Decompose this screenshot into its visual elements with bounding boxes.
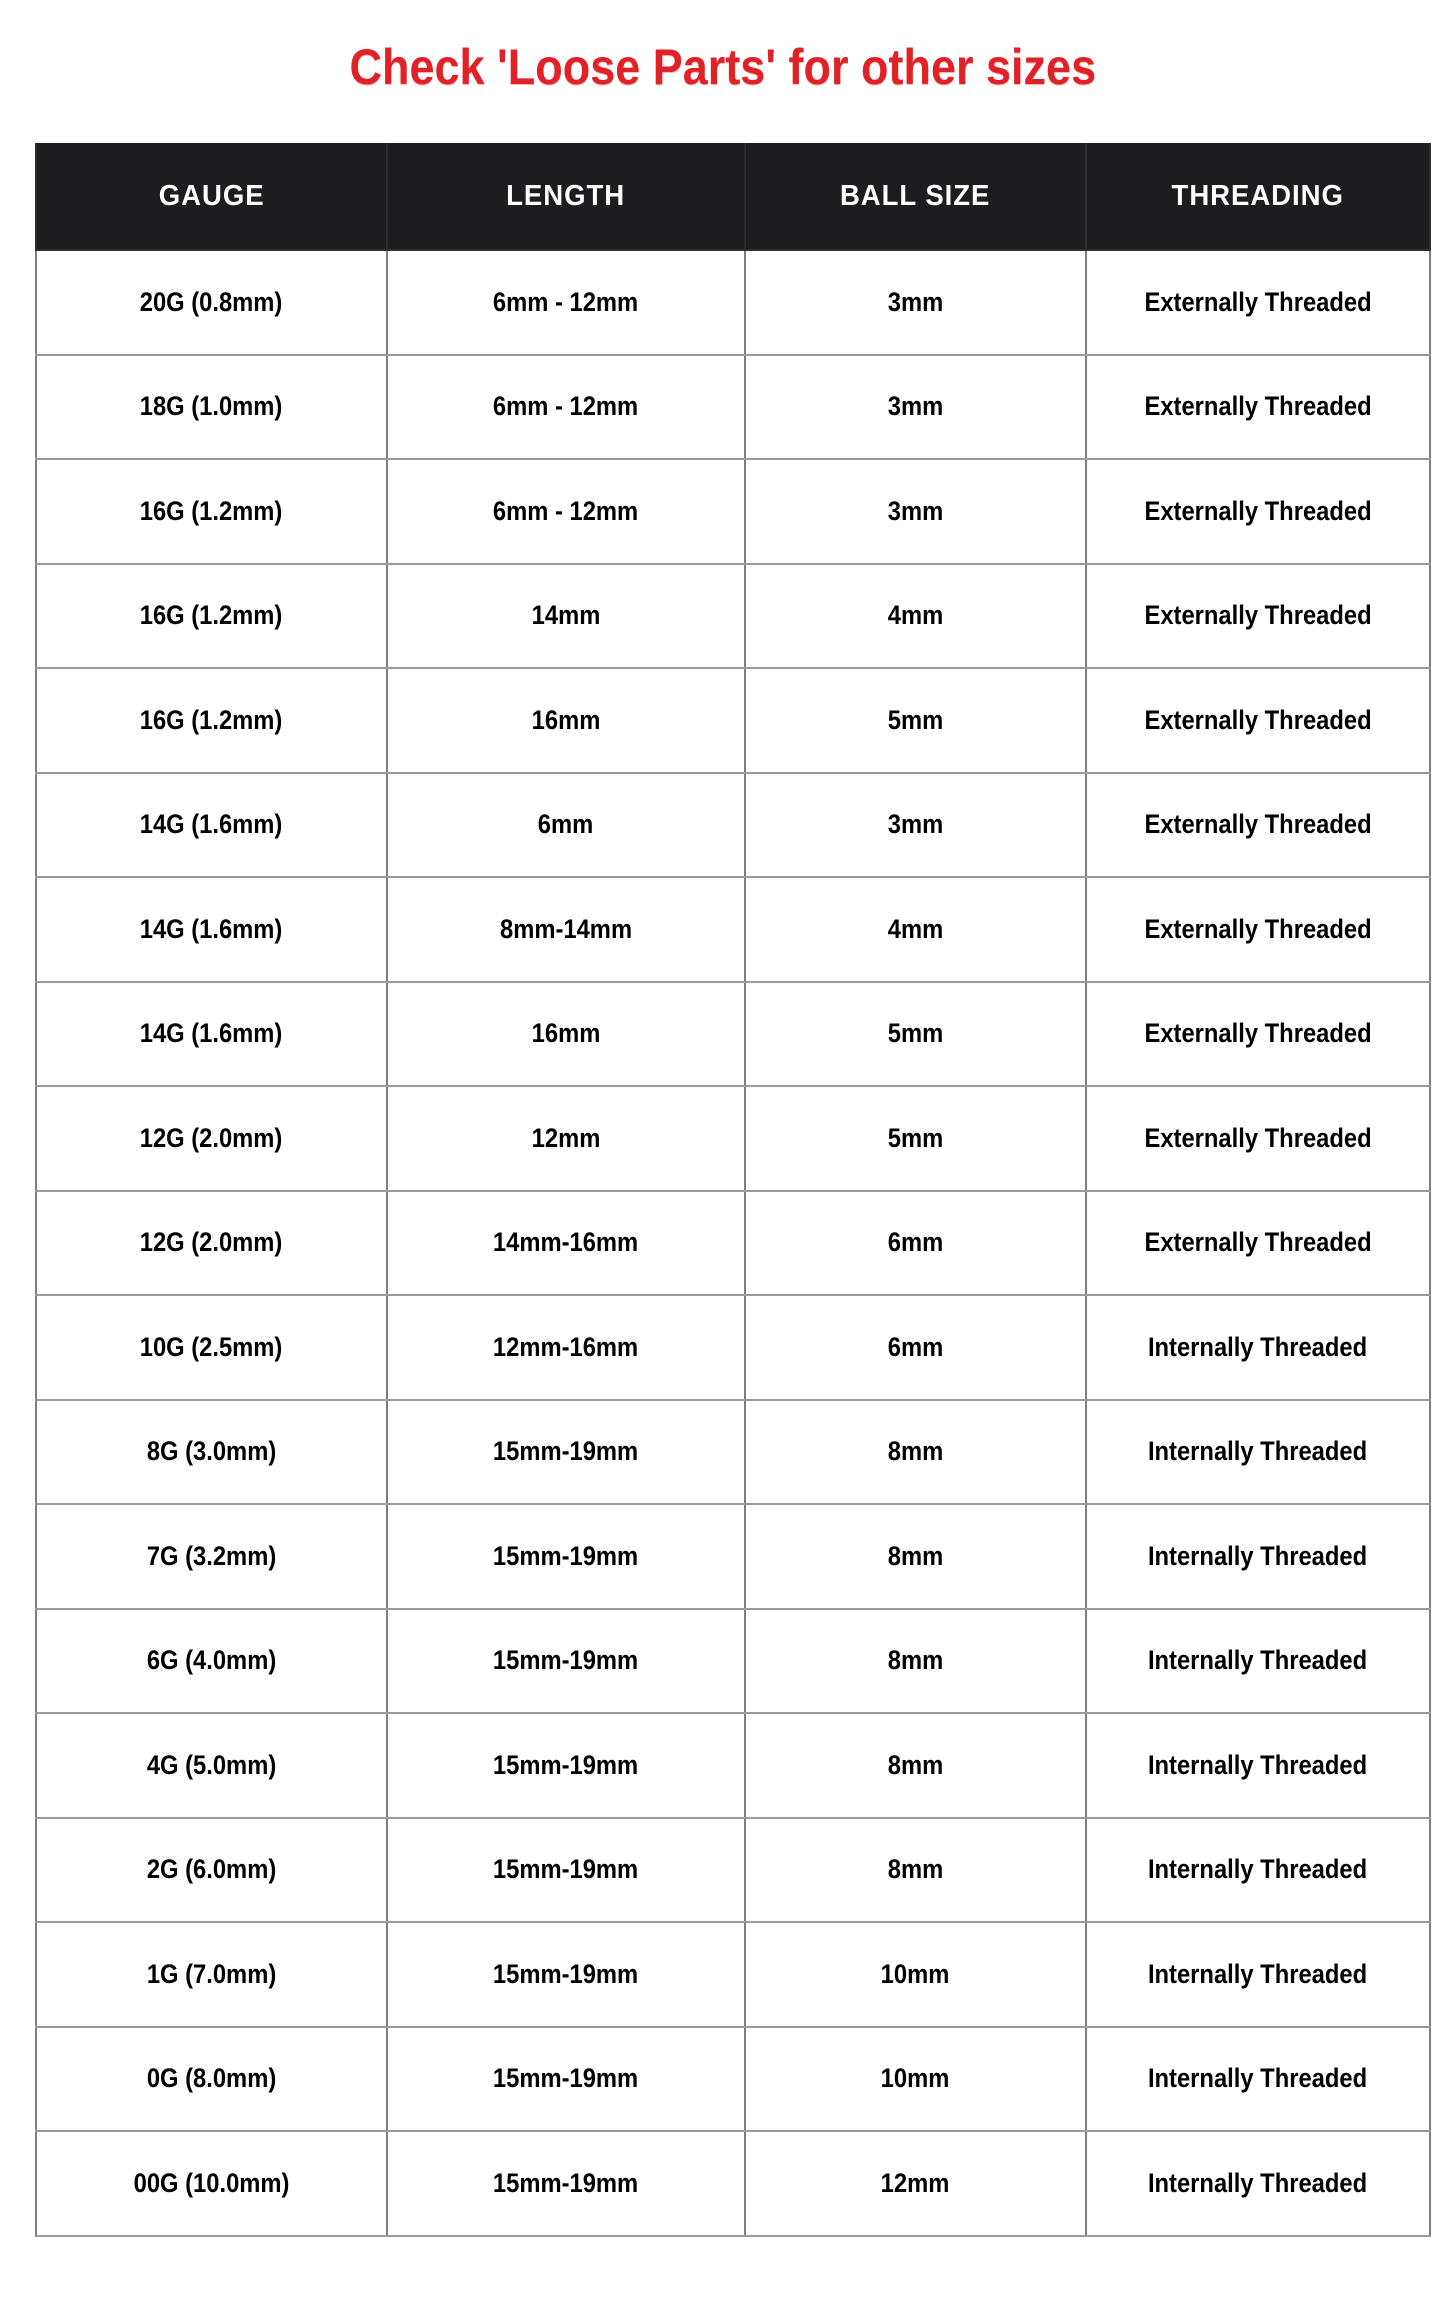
cell-text: 8G (3.0mm) bbox=[146, 1436, 277, 1467]
cell-text: 10G (2.5mm) bbox=[140, 1331, 283, 1362]
cell-gauge bbox=[36, 250, 387, 355]
cell-threading bbox=[1086, 877, 1430, 982]
cell-length bbox=[387, 1609, 745, 1714]
cell-length bbox=[387, 2027, 745, 2132]
page-title bbox=[0, 0, 1445, 95]
cell-threading bbox=[1086, 459, 1430, 564]
cell-gauge bbox=[36, 355, 387, 460]
cell-length bbox=[387, 668, 745, 773]
column-header-label: BALL SIZE bbox=[840, 179, 991, 212]
cell-text: 8mm bbox=[887, 1854, 944, 1885]
cell-ball-size bbox=[745, 1609, 1086, 1714]
cell-text: 0G (8.0mm) bbox=[146, 2063, 277, 2094]
cell-threading bbox=[1086, 1504, 1430, 1609]
cell-text: Externally Threaded bbox=[1144, 391, 1372, 422]
page-title-text: Check 'Loose Parts' for other sizes bbox=[349, 39, 1096, 95]
cell-gauge bbox=[36, 459, 387, 564]
cell-text: 14G (1.6mm) bbox=[140, 809, 283, 840]
cell-text: Internally Threaded bbox=[1148, 1854, 1368, 1885]
cell-threading bbox=[1086, 250, 1430, 355]
cell-threading bbox=[1086, 773, 1430, 878]
table-row bbox=[36, 1922, 1430, 2027]
cell-text: 15mm-19mm bbox=[493, 1749, 639, 1780]
cell-text: 16G (1.2mm) bbox=[140, 704, 283, 735]
cell-threading bbox=[1086, 564, 1430, 669]
cell-length bbox=[387, 250, 745, 355]
cell-text: Internally Threaded bbox=[1148, 1540, 1368, 1571]
cell-text: 12G (2.0mm) bbox=[140, 1227, 283, 1258]
table-row bbox=[36, 668, 1430, 773]
cell-text: 8mm-14mm bbox=[499, 913, 633, 944]
cell-text: Externally Threaded bbox=[1144, 1227, 1372, 1258]
cell-text: 6mm bbox=[887, 1331, 944, 1362]
cell-ball-size bbox=[745, 355, 1086, 460]
cell-text: 6mm bbox=[538, 809, 594, 840]
cell-threading bbox=[1086, 1295, 1430, 1400]
cell-length bbox=[387, 877, 745, 982]
cell-text: 8mm bbox=[887, 1749, 944, 1780]
table-row bbox=[36, 1818, 1430, 1923]
cell-text: Externally Threaded bbox=[1144, 704, 1372, 735]
cell-text: 14G (1.6mm) bbox=[140, 913, 283, 944]
cell-text: Externally Threaded bbox=[1144, 286, 1372, 317]
cell-text: 7G (3.2mm) bbox=[146, 1540, 277, 1571]
table-row bbox=[36, 773, 1430, 878]
cell-text: 3mm bbox=[887, 495, 944, 526]
cell-gauge bbox=[36, 1400, 387, 1505]
column-header-length bbox=[387, 143, 745, 250]
cell-text: 15mm-19mm bbox=[493, 2063, 639, 2094]
cell-ball-size bbox=[745, 2131, 1086, 2236]
cell-text: Internally Threaded bbox=[1148, 2063, 1368, 2094]
table-row bbox=[36, 982, 1430, 1087]
cell-text: 12mm-16mm bbox=[493, 1331, 639, 1362]
cell-gauge bbox=[36, 1191, 387, 1296]
column-header-threading bbox=[1086, 143, 1430, 250]
column-header-gauge bbox=[36, 143, 387, 250]
cell-threading bbox=[1086, 1818, 1430, 1923]
cell-text: 12G (2.0mm) bbox=[140, 1122, 283, 1153]
cell-length bbox=[387, 2131, 745, 2236]
cell-length bbox=[387, 355, 745, 460]
table-row bbox=[36, 564, 1430, 669]
cell-ball-size bbox=[745, 459, 1086, 564]
cell-ball-size bbox=[745, 1086, 1086, 1191]
cell-text: 5mm bbox=[887, 1122, 944, 1153]
cell-ball-size bbox=[745, 1818, 1086, 1923]
cell-gauge bbox=[36, 1818, 387, 1923]
cell-ball-size bbox=[745, 1295, 1086, 1400]
cell-text: 4G (5.0mm) bbox=[146, 1749, 277, 1780]
cell-threading bbox=[1086, 982, 1430, 1087]
cell-text: Externally Threaded bbox=[1144, 600, 1372, 631]
cell-gauge bbox=[36, 773, 387, 878]
cell-text: 4mm bbox=[887, 600, 944, 631]
cell-text: 10mm bbox=[881, 2063, 950, 2094]
cell-text: Internally Threaded bbox=[1148, 1958, 1368, 1989]
cell-text: Internally Threaded bbox=[1148, 2167, 1368, 2198]
cell-text: 16G (1.2mm) bbox=[140, 495, 283, 526]
cell-text: 14G (1.6mm) bbox=[140, 1018, 283, 1049]
cell-ball-size bbox=[745, 1191, 1086, 1296]
cell-gauge bbox=[36, 564, 387, 669]
cell-text: 6mm bbox=[887, 1227, 944, 1258]
cell-text: Internally Threaded bbox=[1148, 1645, 1368, 1676]
cell-ball-size bbox=[745, 250, 1086, 355]
cell-ball-size bbox=[745, 982, 1086, 1087]
column-header-label: GAUGE bbox=[158, 179, 265, 212]
cell-text: 5mm bbox=[887, 1018, 944, 1049]
cell-gauge bbox=[36, 2027, 387, 2132]
cell-text: Internally Threaded bbox=[1148, 1436, 1368, 1467]
cell-gauge bbox=[36, 877, 387, 982]
cell-length bbox=[387, 1504, 745, 1609]
cell-text: Externally Threaded bbox=[1144, 1122, 1372, 1153]
table-row bbox=[36, 355, 1430, 460]
table-row bbox=[36, 1609, 1430, 1714]
cell-text: 12mm bbox=[531, 1122, 601, 1153]
cell-text: 6G (4.0mm) bbox=[146, 1645, 277, 1676]
table-row bbox=[36, 250, 1430, 355]
table-row bbox=[36, 1295, 1430, 1400]
cell-text: 18G (1.0mm) bbox=[140, 391, 283, 422]
cell-gauge bbox=[36, 668, 387, 773]
cell-text: 16mm bbox=[531, 1018, 601, 1049]
cell-text: 15mm-19mm bbox=[493, 1958, 639, 1989]
cell-threading bbox=[1086, 1400, 1430, 1505]
cell-threading bbox=[1086, 1609, 1430, 1714]
table-row bbox=[36, 2131, 1430, 2236]
cell-ball-size bbox=[745, 773, 1086, 878]
table-body bbox=[36, 250, 1430, 2236]
table-row bbox=[36, 2027, 1430, 2132]
cell-text: Externally Threaded bbox=[1144, 913, 1372, 944]
cell-text: 6mm - 12mm bbox=[493, 391, 639, 422]
table-row bbox=[36, 877, 1430, 982]
cell-length bbox=[387, 1713, 745, 1818]
table-row bbox=[36, 1086, 1430, 1191]
cell-threading bbox=[1086, 355, 1430, 460]
cell-text: 16G (1.2mm) bbox=[140, 600, 283, 631]
cell-ball-size bbox=[745, 668, 1086, 773]
cell-threading bbox=[1086, 1086, 1430, 1191]
cell-ball-size bbox=[745, 1504, 1086, 1609]
cell-text: Externally Threaded bbox=[1144, 809, 1372, 840]
cell-length bbox=[387, 1191, 745, 1296]
table-row bbox=[36, 459, 1430, 564]
cell-length bbox=[387, 773, 745, 878]
cell-text: 1G (7.0mm) bbox=[146, 1958, 277, 1989]
cell-length bbox=[387, 1400, 745, 1505]
cell-threading bbox=[1086, 1191, 1430, 1296]
cell-text: 5mm bbox=[887, 704, 944, 735]
cell-text: 16mm bbox=[531, 704, 601, 735]
cell-length bbox=[387, 459, 745, 564]
size-chart-table bbox=[35, 143, 1431, 2237]
cell-text: 3mm bbox=[887, 286, 944, 317]
cell-text: Internally Threaded bbox=[1148, 1331, 1368, 1362]
table-row bbox=[36, 1191, 1430, 1296]
cell-text: 10mm bbox=[881, 1958, 950, 1989]
column-header-label: LENGTH bbox=[506, 179, 626, 212]
cell-gauge bbox=[36, 1713, 387, 1818]
cell-length bbox=[387, 564, 745, 669]
cell-text: 8mm bbox=[887, 1645, 944, 1676]
cell-text: 15mm-19mm bbox=[493, 1854, 639, 1885]
cell-threading bbox=[1086, 2027, 1430, 2132]
cell-length bbox=[387, 982, 745, 1087]
cell-text: 6mm - 12mm bbox=[493, 286, 639, 317]
cell-ball-size bbox=[745, 1400, 1086, 1505]
cell-text: 00G (10.0mm) bbox=[133, 2167, 290, 2198]
cell-text: 15mm-19mm bbox=[493, 2167, 639, 2198]
cell-text: 3mm bbox=[887, 809, 944, 840]
cell-gauge bbox=[36, 2131, 387, 2236]
cell-ball-size bbox=[745, 1713, 1086, 1818]
table-header bbox=[36, 143, 1430, 250]
cell-text: 4mm bbox=[887, 913, 944, 944]
header-row bbox=[36, 143, 1430, 250]
cell-gauge bbox=[36, 1086, 387, 1191]
cell-text: 20G (0.8mm) bbox=[140, 286, 283, 317]
cell-gauge bbox=[36, 1504, 387, 1609]
cell-gauge bbox=[36, 1609, 387, 1714]
cell-text: Externally Threaded bbox=[1144, 495, 1372, 526]
cell-ball-size bbox=[745, 1922, 1086, 2027]
column-header-ball-size bbox=[745, 143, 1086, 250]
cell-length bbox=[387, 1295, 745, 1400]
cell-text: 14mm bbox=[531, 600, 601, 631]
column-header-label: THREADING bbox=[1171, 179, 1345, 212]
cell-text: 6mm - 12mm bbox=[493, 495, 639, 526]
cell-text: 15mm-19mm bbox=[493, 1540, 639, 1571]
cell-threading bbox=[1086, 1922, 1430, 2027]
cell-gauge bbox=[36, 982, 387, 1087]
cell-threading bbox=[1086, 668, 1430, 773]
cell-text: 8mm bbox=[887, 1436, 944, 1467]
cell-text: 15mm-19mm bbox=[493, 1645, 639, 1676]
cell-gauge bbox=[36, 1295, 387, 1400]
cell-length bbox=[387, 1818, 745, 1923]
cell-length bbox=[387, 1922, 745, 2027]
cell-ball-size bbox=[745, 877, 1086, 982]
cell-length bbox=[387, 1086, 745, 1191]
cell-text: Internally Threaded bbox=[1148, 1749, 1368, 1780]
cell-ball-size bbox=[745, 2027, 1086, 2132]
table-row bbox=[36, 1713, 1430, 1818]
table-row bbox=[36, 1400, 1430, 1505]
cell-threading bbox=[1086, 1713, 1430, 1818]
cell-ball-size bbox=[745, 564, 1086, 669]
cell-text: 8mm bbox=[887, 1540, 944, 1571]
cell-text: Externally Threaded bbox=[1144, 1018, 1372, 1049]
cell-text: 2G (6.0mm) bbox=[146, 1854, 277, 1885]
cell-gauge bbox=[36, 1922, 387, 2027]
cell-threading bbox=[1086, 2131, 1430, 2236]
cell-text: 12mm bbox=[881, 2167, 950, 2198]
table-row bbox=[36, 1504, 1430, 1609]
cell-text: 14mm-16mm bbox=[493, 1227, 639, 1258]
cell-text: 15mm-19mm bbox=[493, 1436, 639, 1467]
cell-text: 3mm bbox=[887, 391, 944, 422]
